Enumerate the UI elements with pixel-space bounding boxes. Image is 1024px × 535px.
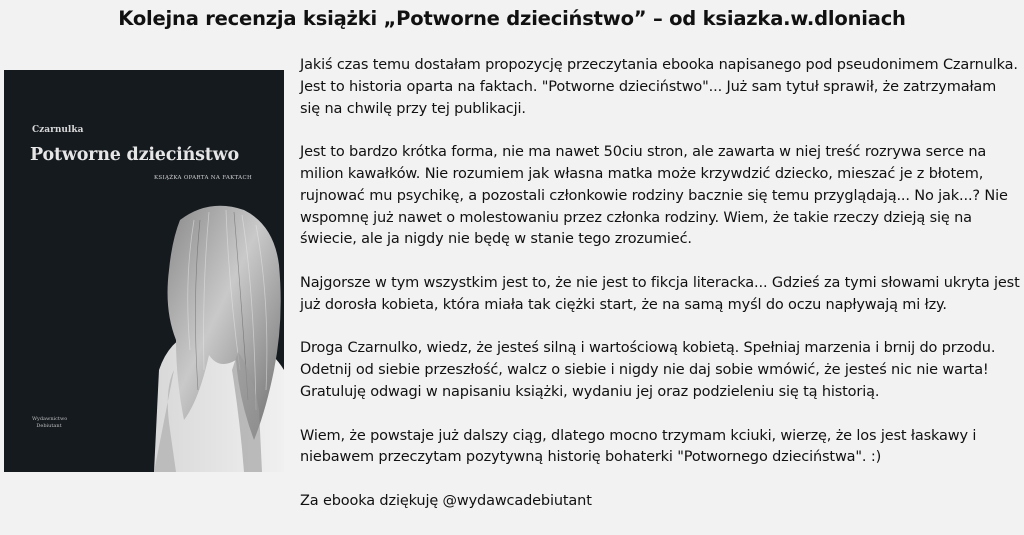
review-paragraph: Wiem, że powstaje już dalszy ciąg, dlatego mocno trzymam kciuki, wierzę, że los jest łaskawy i niebawem przeczytam pozytywną historię bohaterki "Potwornego dzieciństwa". :) [300, 427, 977, 466]
review-paragraph: Jakiś czas temu dostałam propozycję przeczytania ebooka napisanego pod pseudonimem Czarnulka. Jest to historia oparta na faktach. "Potworne dzieciństwo"... Już sam tytuł sprawił, że zatrzymałam się na chwilę przy tej publikacji. [300, 57, 1018, 117]
book-cover [4, 70, 284, 472]
review-body [300, 55, 1020, 535]
review-paragraph: Najgorsze w tym wszystkim jest to, że nie jest to fikcja literacka... Gdzieś za tymi słowami ukryta jest już dorosła kobieta, która miała tak ciężki start, że na samą myśl do oczu napływają mi łzy. [300, 274, 1020, 313]
review-paragraph: Jest to bardzo krótka forma, nie ma nawet 50ciu stron, ale zawarta w niej treść rozrywa serce na milion kawałków. Nie rozumiem jak własna matka może krzywdzić dziecko, mieszać je z błotem, rujnować mu psychikę, a pozostali członkowie rodziny bacznie się temu przyglądają... No jak...? Nie wspomnę już nawet o molestowaniu przez członka rodziny. Wiem, że takie rzeczy dzieją się na świecie, ale ja nigdy nie będę w stanie tego zrozumieć. [300, 144, 1008, 248]
cover-title: Potworne dzieciństwo [30, 145, 240, 165]
page-title: Kolejna recenzja książki „Potworne dzieciństwo” – od ksiazka.w.dloniach [118, 7, 906, 30]
cover-publisher: Wydawnictwo Debiutant [32, 416, 68, 429]
review-paragraph: Droga Czarnulko, wiedz, że jesteś silną i wartościową kobietą. Spełniaj marzenia i brnij do przodu. Odetnij od siebie przeszłość, walcz o siebie i nigdy nie daj sobie wmówić, że jesteś nic nie warta! Gratuluję odwagi w napisaniu książki, wydaniu jej oraz podzieleniu się tą historią. [300, 340, 996, 400]
cover-subtitle: KSIĄŻKA OPARTA NA FAKTACH [154, 175, 253, 181]
cover-author: Czarnulka [32, 125, 84, 135]
review-thanks: Za ebooka dziękuję @wydawcadebiutant [300, 492, 592, 509]
